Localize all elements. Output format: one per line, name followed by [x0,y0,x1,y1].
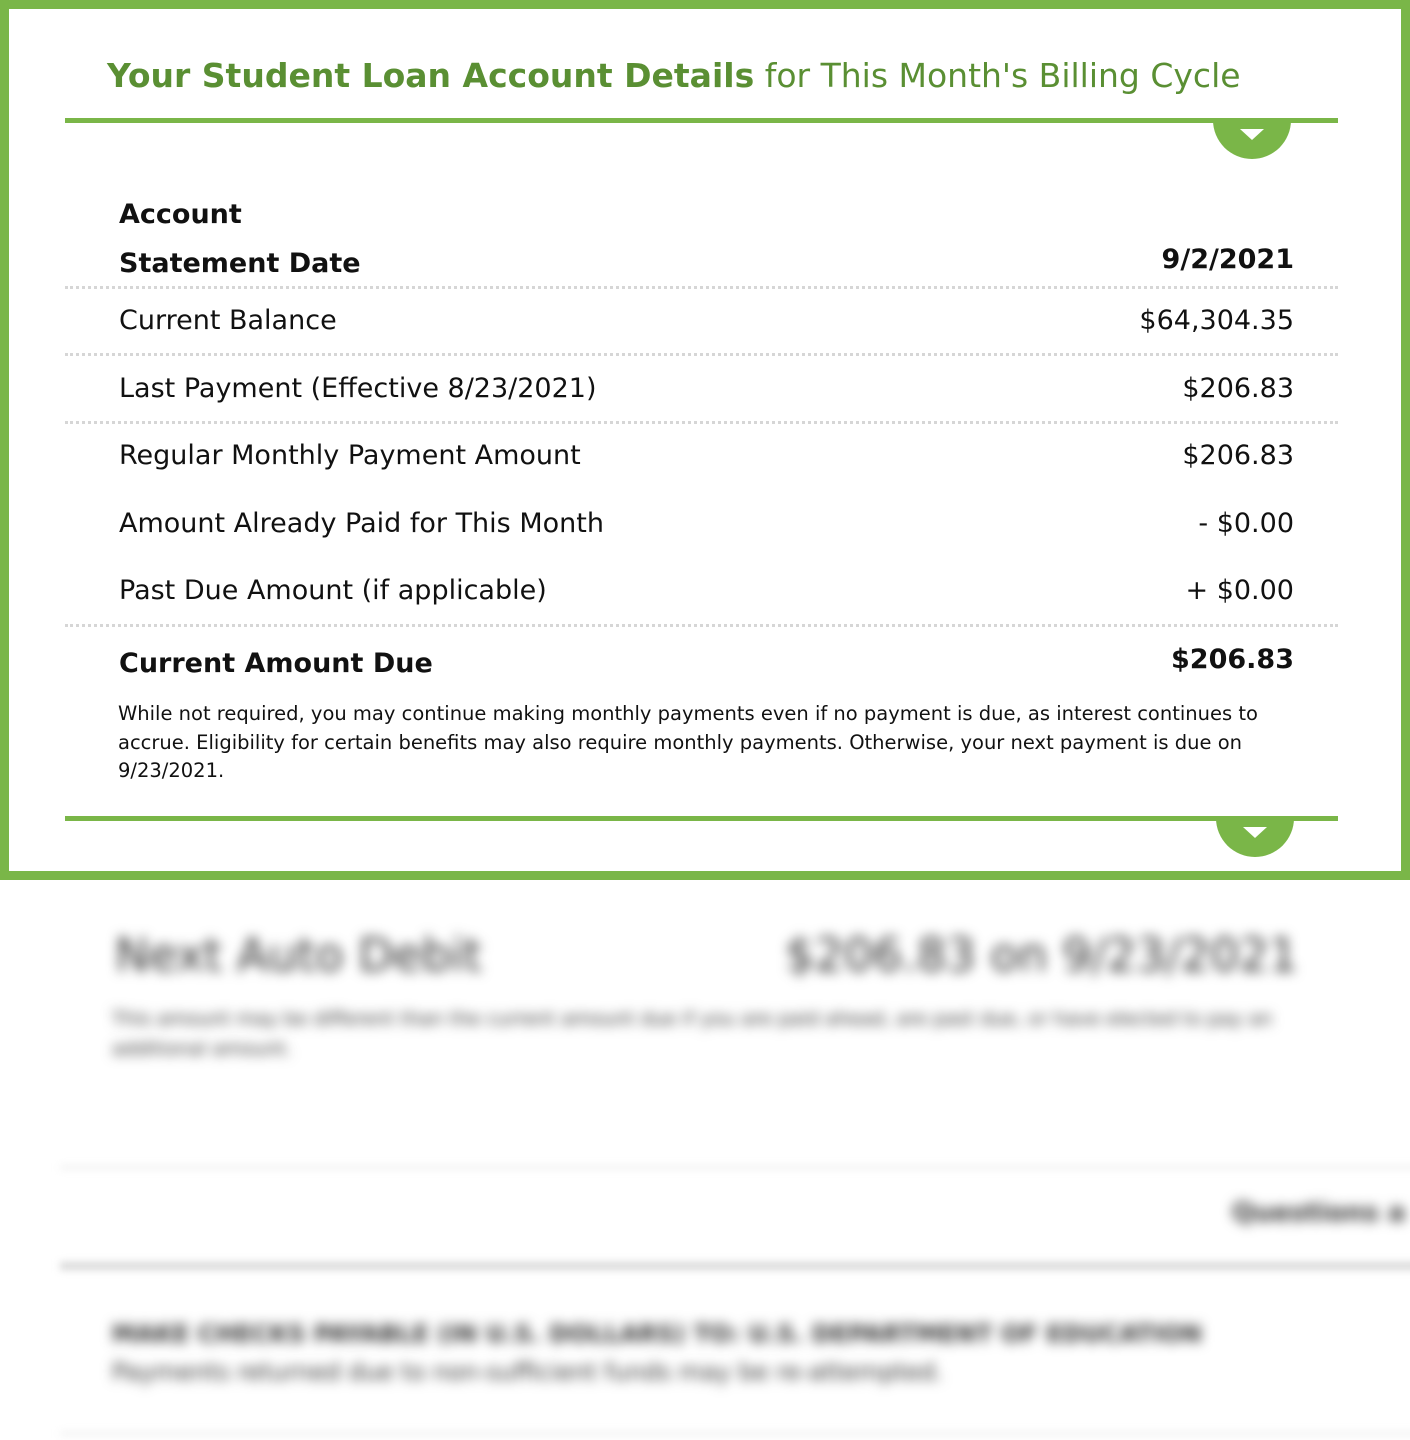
chevron-down-icon [1240,129,1264,140]
regular-payment-label: Regular Monthly Payment Amount [119,440,581,471]
section-divider [60,1432,1410,1435]
returned-payments-text: Payments returned due to non-sufficient funds may be re-attempted. [112,1358,943,1386]
current-amount-due-value: $206.83 [1171,644,1294,675]
statement-date-value: 9/2/2021 [1161,244,1294,275]
row-divider [65,286,1338,289]
past-due-value: + $0.00 [1185,575,1294,606]
regular-payment-value: $206.83 [1182,440,1294,471]
current-balance-value: $64,304.35 [1139,305,1294,336]
bottom-divider [65,816,1338,821]
next-auto-debit-value: $206.83 on 9/23/2021 [785,928,1298,982]
checks-payable-text: MAKE CHECKS PAYABLE (IN U.S. DOLLARS) TO: U.S. DEPARTMENT OF EDUCATION [112,1320,1202,1348]
current-amount-due-label: Current Amount Due [119,648,433,679]
row-divider [65,624,1338,627]
already-paid-label: Amount Already Paid for This Month [119,508,604,539]
section-divider [60,1166,1410,1169]
current-balance-label: Current Balance [119,305,337,336]
account-heading: Account [119,199,242,230]
auto-debit-note-line2: additional amount. [112,1038,292,1060]
chevron-down-icon [1243,827,1267,838]
row-divider [65,421,1338,424]
last-payment-label: Last Payment (Effective 8/23/2021) [119,373,597,404]
section-divider [60,1262,1410,1270]
title-rest: for This Month's Billing Cycle [754,56,1241,95]
statement-date-label: Statement Date [119,248,361,279]
page-title [107,56,1241,95]
title-bold: Your Student Loan Account Details [107,56,755,95]
questions-heading: Questions a [1232,1198,1406,1228]
payment-note: While not required, you may continue making monthly payments even if no payment is due, as interest continues to accrue. Eligibility for certain benefits may also require monthly payments. Otherwise, your next payment is due on 9/23/2021. [118,702,1258,782]
past-due-label: Past Due Amount (if applicable) [119,575,547,606]
last-payment-value: $206.83 [1182,373,1294,404]
next-auto-debit-label: Next Auto Debit [115,928,482,982]
auto-debit-note-line1: This amount may be different than the current amount due if you are paid ahead, are past due, or have elected to pay an [112,1008,1273,1030]
row-divider [65,353,1338,356]
top-divider [65,118,1338,123]
already-paid-value: - $0.00 [1198,508,1294,539]
